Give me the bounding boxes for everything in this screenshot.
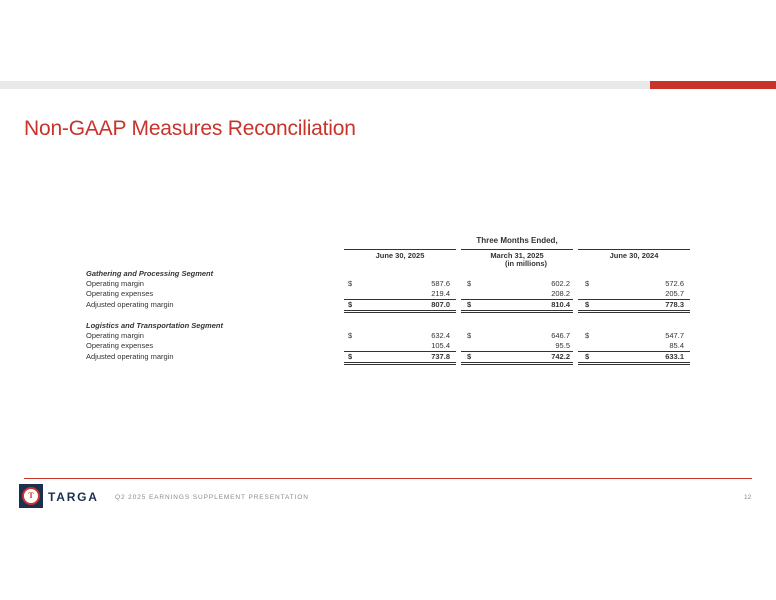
value-cell: 105.4 xyxy=(431,341,450,350)
currency-symbol: $ xyxy=(585,279,590,288)
targa-logo-icon: T xyxy=(19,484,43,508)
value-cell: 646.7 xyxy=(551,331,570,340)
footer-rule xyxy=(24,478,752,479)
total-double-rule xyxy=(344,310,456,313)
total-double-rule xyxy=(578,362,690,365)
currency-symbol: $ xyxy=(348,352,353,361)
page-title: Non-GAAP Measures Reconciliation xyxy=(24,117,356,140)
total-double-rule xyxy=(578,310,690,313)
section-title: Gathering and Processing Segment xyxy=(86,269,214,278)
column-header-2: March 31, 2025 xyxy=(461,249,573,260)
footer-caption: Q2 2025 EARNINGS SUPPLEMENT PRESENTATION xyxy=(115,494,309,501)
value-cell: 208.2 xyxy=(551,289,570,298)
row-label: Adjusted operating margin xyxy=(86,300,174,309)
currency-symbol: $ xyxy=(348,279,353,288)
currency-symbol: $ xyxy=(348,300,353,309)
table-row xyxy=(86,331,690,341)
value-cell: 737.8 xyxy=(431,352,450,361)
page-number: 12 xyxy=(744,494,752,501)
value-cell: 633.1 xyxy=(665,352,684,361)
currency-symbol: $ xyxy=(467,352,472,361)
value-cell: 778.3 xyxy=(665,300,684,309)
row-label: Operating margin xyxy=(86,279,144,288)
total-double-rule xyxy=(461,362,573,365)
section-header-row xyxy=(86,321,690,331)
period-header: Three Months Ended, xyxy=(476,236,558,245)
currency-symbol: $ xyxy=(348,331,353,340)
value-cell: 807.0 xyxy=(431,300,450,309)
table-row-total xyxy=(86,300,690,310)
value-cell: 95.5 xyxy=(555,341,570,350)
value-cell: 219.4 xyxy=(431,289,450,298)
value-cell: 742.2 xyxy=(551,352,570,361)
header-accent-bar xyxy=(650,81,776,89)
units-label: (in millions) xyxy=(504,259,548,268)
value-cell: 547.7 xyxy=(665,331,684,340)
table-row xyxy=(86,279,690,289)
row-label: Operating margin xyxy=(86,331,144,340)
total-double-rule xyxy=(344,362,456,365)
currency-symbol: $ xyxy=(585,331,590,340)
currency-symbol: $ xyxy=(585,352,590,361)
column-header-3: June 30, 2024 xyxy=(578,249,690,260)
total-double-rule xyxy=(461,310,573,313)
brand-name: TARGA xyxy=(48,490,99,504)
currency-symbol: $ xyxy=(467,331,472,340)
currency-symbol: $ xyxy=(585,300,590,309)
value-cell: 632.4 xyxy=(431,331,450,340)
section-header-row xyxy=(86,269,690,279)
value-cell: 602.2 xyxy=(551,279,570,288)
currency-symbol: $ xyxy=(467,279,472,288)
value-cell: 810.4 xyxy=(551,300,570,309)
row-label: Operating expenses xyxy=(86,289,154,298)
row-label: Adjusted operating margin xyxy=(86,352,174,361)
column-header-1: June 30, 2025 xyxy=(344,249,456,260)
table-row xyxy=(86,289,690,299)
value-cell: 85.4 xyxy=(669,341,684,350)
row-label: Operating expenses xyxy=(86,341,154,350)
value-cell: 205.7 xyxy=(665,289,684,298)
table-row-total xyxy=(86,352,690,362)
value-cell: 572.6 xyxy=(665,279,684,288)
value-cell: 587.6 xyxy=(431,279,450,288)
table-row xyxy=(86,341,690,351)
section-title: Logistics and Transportation Segment xyxy=(86,321,223,330)
currency-symbol: $ xyxy=(467,300,472,309)
